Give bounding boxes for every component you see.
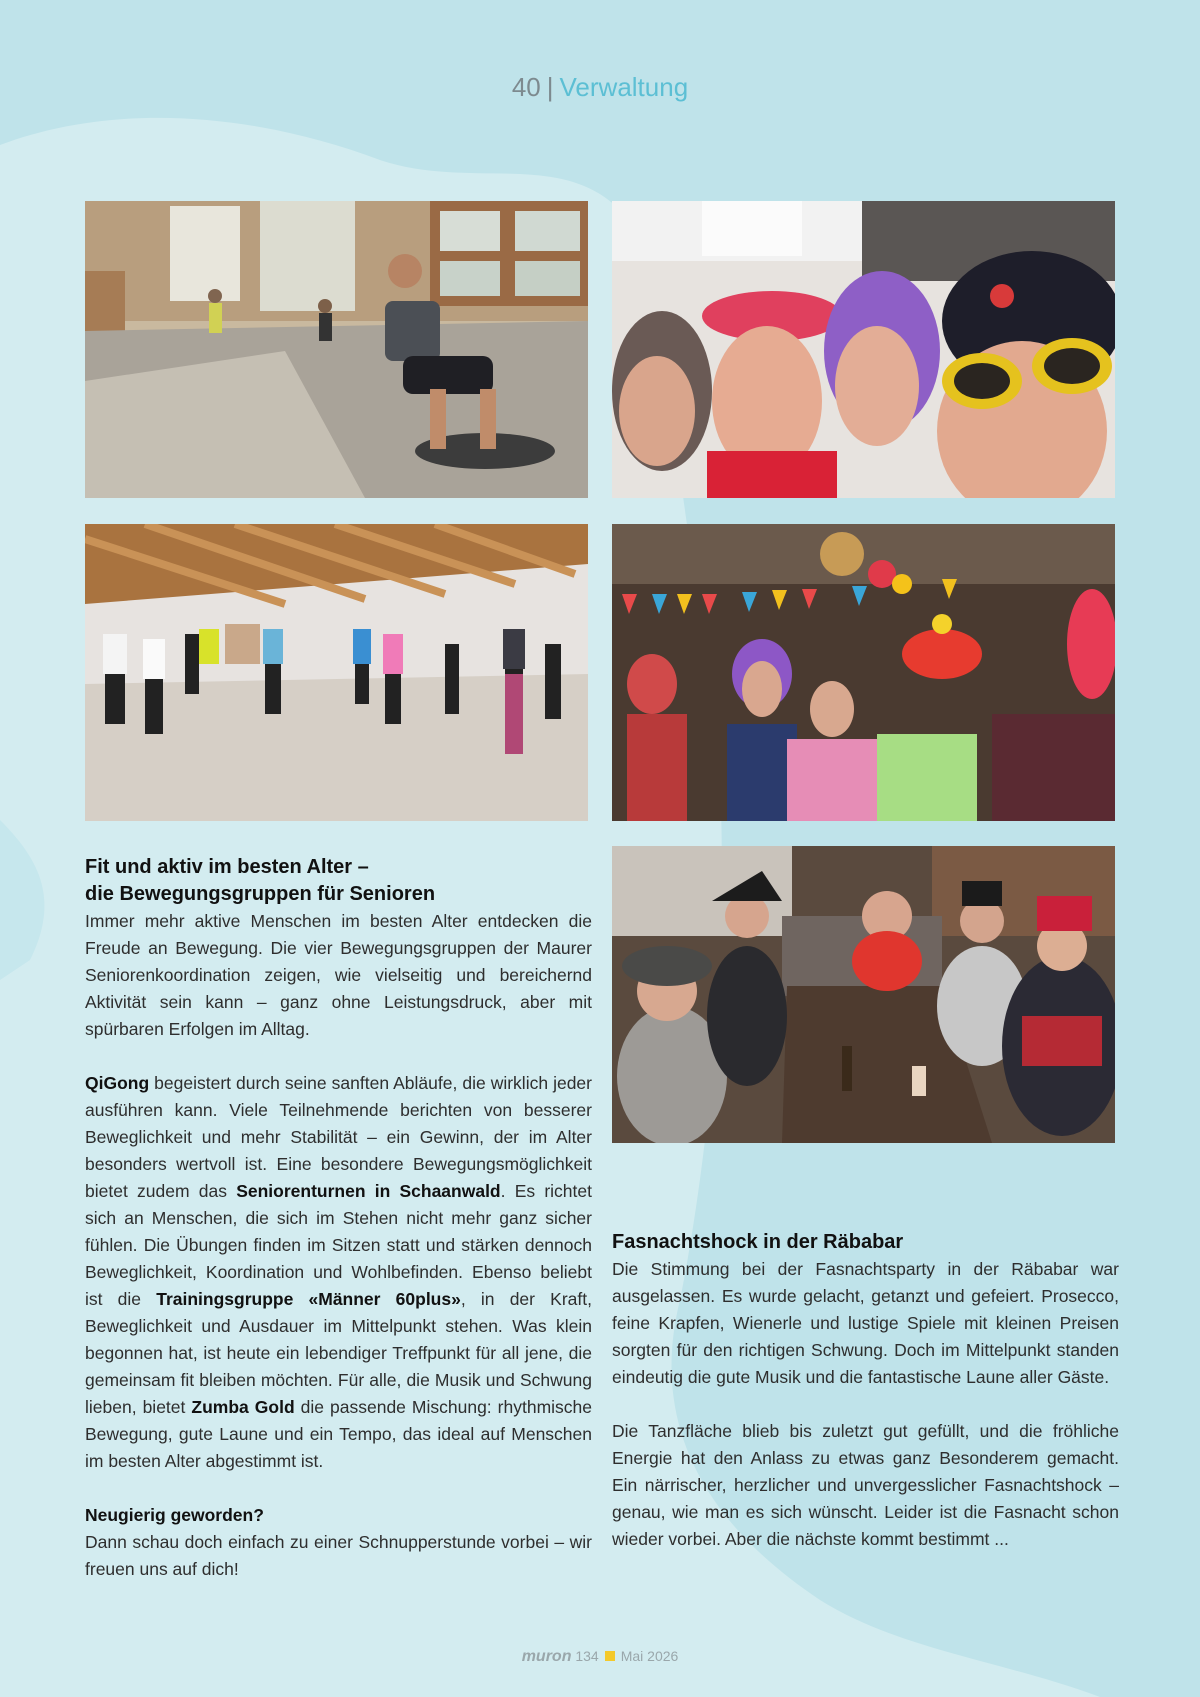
photo-dance-group [85,524,588,821]
article-title [85,854,592,908]
gym-exercise-photo-icon [85,201,588,498]
article-fasnachtshock [612,1229,1119,1553]
zumba-label: Zumba Gold [191,1397,295,1417]
photo-carnival-party [612,524,1115,821]
training-group-label: Trainingsgruppe «Männer 60plus» [156,1289,461,1309]
qigong-label: QiGong [85,1073,150,1093]
page-header [0,72,1200,103]
article-intro: Immer mehr aktive Menschen im besten Alter entdecken die Freude an Bewegung. Die vier Bewegungsgruppen der Maurer Seniorenkoordination zeigen, wie vielseitig und bereichernd Aktivität sein kann – ganz ohne Leistungsdruck, aber mit spürbaren Erfolgen im Alltag. [85,911,592,1039]
seniorenturnen-text: . Es richtet sich an Menschen, die sich im Stehen nicht mehr ganz sicher fühlen. Die Übungen finden im Sitzen statt und stärken dennoch Beweglichkeit, Koordination und Wohlbefinden. Ebenso beliebt ist die [85,1181,592,1309]
training-group-text: , in der Kraft, Beweglichkeit und Ausdauer im Mittelpunkt stehen. Was klein begonnen hat, ist heute ein lebendiger Treffpunkt für all jene, die gemeinsam fit bleiben möchten. Für alle, die Musik und Schwung lieben, bietet [85,1289,592,1417]
photo-carnival-selfie [612,201,1115,498]
section-title: Verwaltung [559,72,689,102]
article2-title: Fasnachtshock in der Räbabar [612,1231,904,1253]
carnival-table-photo-icon [612,846,1115,1143]
article2-paragraph2: Die Tanzfläche blieb bis zuletzt gut gefüllt, und die fröhliche Energie hat den Anlass zu etwas ganz Besonderem gemacht. Ein närrischer, herzlicher und unvergesslicher Fasnachtshock – genau, wie man es sich wünscht. Leider ist die Fasnacht schon wieder vorbei. Aber die nächste kommt bestimmt ... [612,1421,1119,1549]
issue-date: Mai 2026 [620,1648,679,1664]
photo-carnival-table [612,846,1115,1143]
header-separator: | [546,72,554,102]
qigong-text: begeistert durch seine sanften Abläufe, die wirklich jeder ausführen kann. Viele Teilnehmende berichten von besserer Beweglichkeit und mehr Stabilität – ein Gewinn, der im Alter besonders wertvoll ist. Eine besondere Bewegungsmöglichkeit bietet zudem das [85,1073,592,1201]
page-number: 40 [511,72,541,102]
page-footer [0,1648,1200,1666]
zumba-text: die passende Mischung: rhythmische Bewegung, gute Laune und ein Tempo, das ideal auf Menschen im besten Alter abgestimmt ist. [85,1397,593,1471]
article-body [85,1070,592,1475]
photo-fitness-gym [85,201,588,498]
carnival-party-photo-icon [612,524,1115,821]
dance-class-photo-icon [85,524,588,821]
cta-heading: Neugierig geworden? [85,1505,264,1525]
article-title-line2: die Bewegungsgruppen für Senioren [85,883,436,905]
carnival-selfie-photo-icon [612,201,1115,498]
seniorenturnen-label: Seniorenturnen in Schaanwald [236,1181,501,1201]
article2-paragraph1: Die Stimmung bei der Fasnachtsparty in der Räbabar war ausgelassen. Es wurde gelacht, getanzt und gefeiert. Prosecco, feine Krapfen, Wienerle und lustige Spiele mit kleinen Preisen sorgten für den richtigen Schwung. Doch im Mittelpunkt standen eindeutig die gute Musik und die fantastische Laune aller Gäste. [612,1259,1119,1387]
issue-number: 134 [575,1648,599,1664]
article-seniors-fitness [85,854,592,1583]
article-title-line1: Fit und aktiv im besten Alter – [85,856,369,878]
footer-square-icon [605,1651,615,1661]
magazine-name: muron [521,1648,572,1665]
cta-text: Dann schau doch einfach zu einer Schnupperstunde vorbei – wir freuen uns auf dich! [85,1532,592,1579]
